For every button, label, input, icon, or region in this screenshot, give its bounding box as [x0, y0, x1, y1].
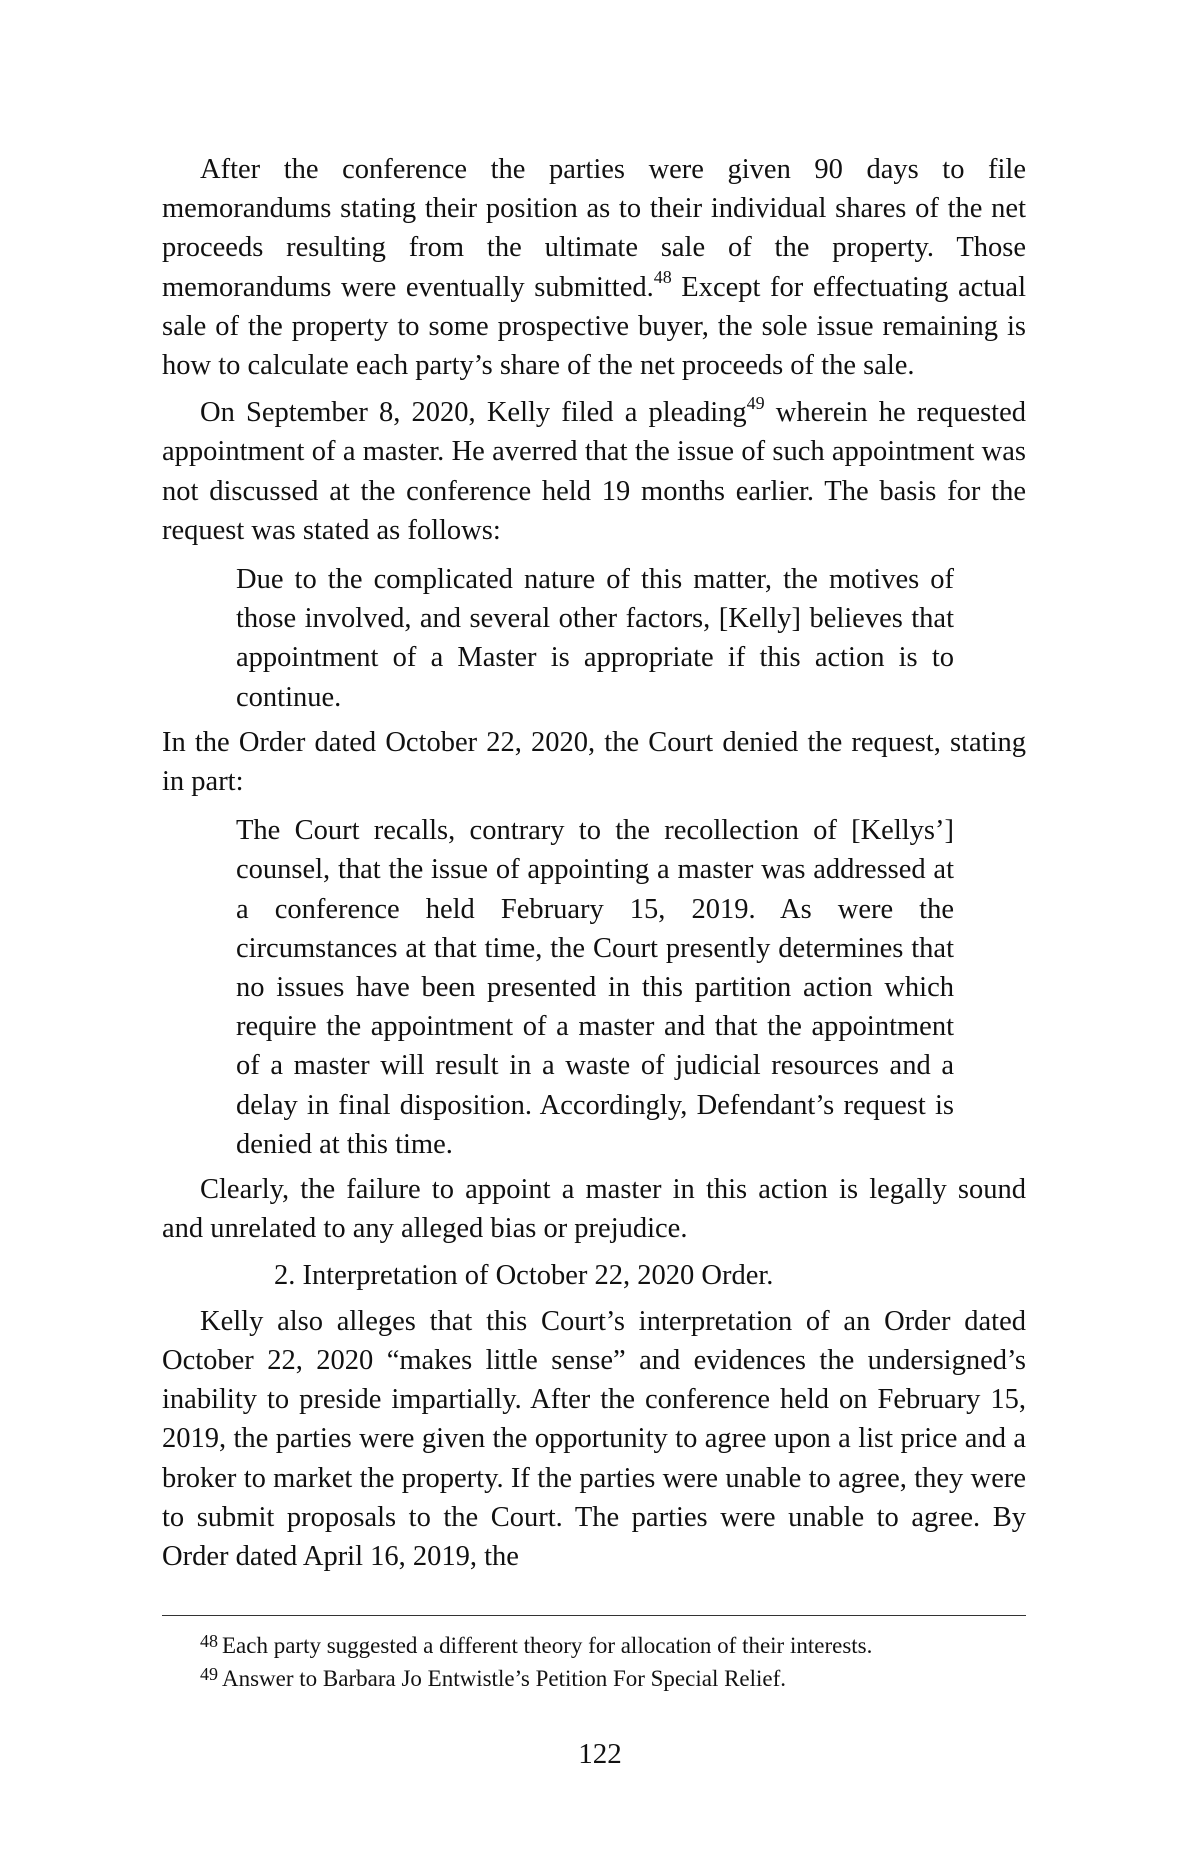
paragraph-text: On September 8, 2020, Kelly filed a pleading [200, 397, 747, 429]
paragraph-text: wherein he requested appointment of a master. He averred that the issue of such appointment was not discussed at the conference held 19 months earlier. The basis for the request was stated as follows: [162, 397, 1026, 546]
footnote-ref-48[interactable]: 48 [653, 267, 672, 288]
footnote-number: 49 [200, 1664, 218, 1684]
footnote-divider [162, 1615, 1026, 1616]
paragraph-text: Except for effectuating actual sale of the property to some prospective buyer, the sole issue remaining is how to calculate each party’s share of the net proceeds of the sale. [162, 271, 1027, 382]
section-heading: 2. Interpretation of October 22, 2020 Order. [274, 1260, 774, 1292]
page-number: 122 [578, 1738, 622, 1770]
footnotes [200, 1630, 1026, 1696]
paragraph-kelly-pleading [162, 393, 1026, 550]
footnote-49 [200, 1663, 1026, 1696]
paragraph-interpretation: Kelly also alleges that this Court’s interpretation of an Order dated October 22, 2020 “makes little sense” and evidences the undersigned’s inability to preside impartially. After the conference held on February 15, 2019, the parties were given the opportunity to agree upon a list price and a broker to market the property. If the parties were unable to agree, they were to submit proposals to the Court. The parties were unable to agree. By Order dated April 16, 2019, the [162, 1305, 1026, 1572]
paragraph-memorandums [162, 150, 1026, 385]
block-quote-court-order: The Court recalls, contrary to the recollection of [Kellys’] counsel, that the issue of appointing a master was addressed at a conference held February 15, 2019. As were the circumstances at that time, the Court presently determines that no issues have been presented in this partition action which require the appointment of a master and that the appointment of a master will result in a waste of judicial resources and a delay in final disposition. Accordingly, Defendant’s request is denied at this time. [236, 815, 954, 1160]
footnote-ref-49[interactable]: 49 [746, 392, 765, 413]
footnote-text: Answer to Barbara Jo Entwistle’s Petition For Special Relief. [222, 1666, 787, 1691]
page-body [162, 150, 1026, 1576]
paragraph-conclusion: Clearly, the failure to appoint a master in this action is legally sound and unrelated to any alleged bias or prejudice. [162, 1174, 1026, 1245]
paragraph-text: After the conference the parties were given 90 days to file memorandums stating their position as to their individual shares of the net proceeds resulting from the ultimate sale of the property. Those memorandums were eventually submitted. [162, 154, 1026, 303]
block-quote-kelly-request: Due to the complicated nature of this matter, the motives of those involved, and several other factors, [Kelly] believes that appointment of a Master is appropriate if this action is to continue. [236, 564, 954, 713]
footnote-48 [200, 1630, 1026, 1663]
paragraph-order-denied: In the Order dated October 22, 2020, the Court denied the request, stating in part: [162, 726, 1026, 798]
footnote-text: Each party suggested a different theory for allocation of their interests. [222, 1633, 873, 1658]
footnote-number: 48 [200, 1631, 218, 1651]
